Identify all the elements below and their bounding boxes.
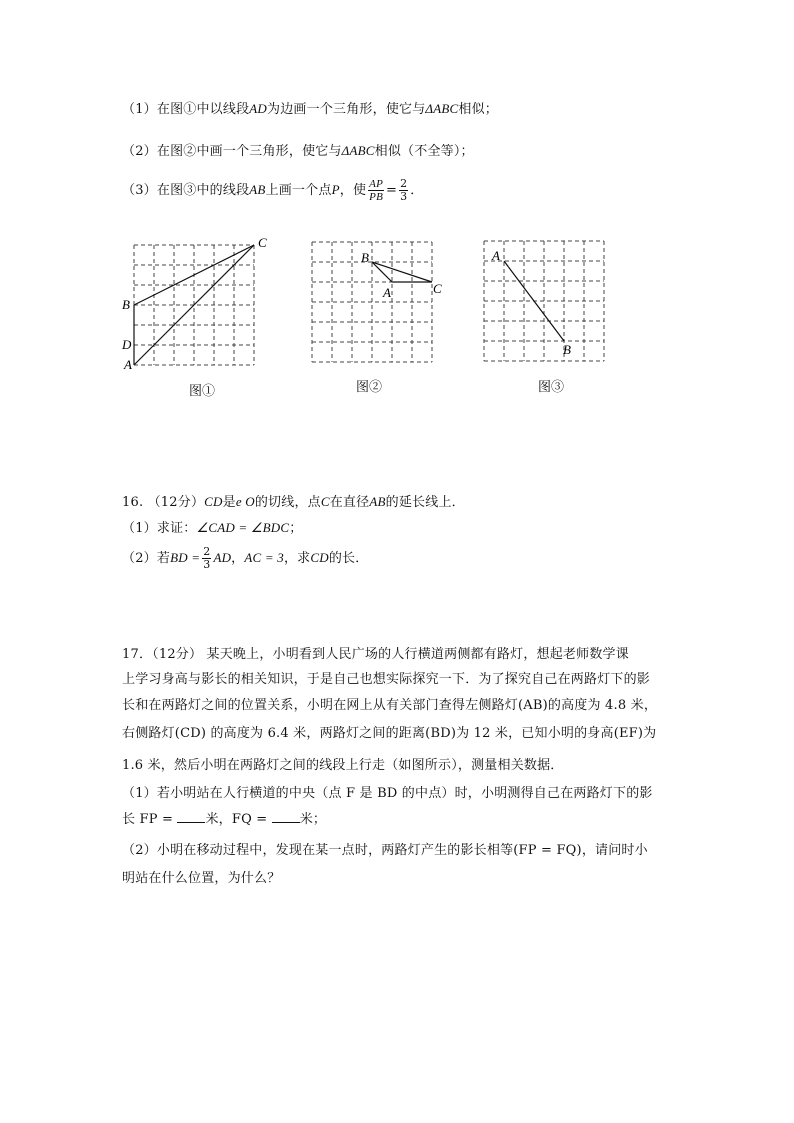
- figure-3-caption: 图③: [538, 380, 565, 395]
- bd-fraction: $\frac{2}{3}$: [203, 545, 211, 571]
- figure-1-caption: 图①: [189, 384, 216, 399]
- label-A: A: [492, 248, 500, 263]
- label-A: A: [383, 285, 391, 300]
- q17-line6: （1）若小明站在人行横道的中央（点 F 是 BD 的中点）时，小明测得自己在两路灯下的影: [122, 786, 653, 801]
- q15-part1: （1）在图①中以线段AD为边画一个三角形，使它与ΔABC相似；: [122, 101, 499, 117]
- figure-2: [305, 235, 450, 375]
- label-D: D: [122, 337, 132, 352]
- q17-line3: 长和在两路灯之间的位置关系，小明在网上从有关部门查得左侧路灯(AB)的高度为 4.8 米，: [122, 698, 658, 713]
- label-C: C: [258, 235, 267, 250]
- label-B: B: [122, 297, 130, 312]
- q17-line2: 上学习身高与影长的相关知识，于是自己也想实际探究一下．为了探究自己在两路灯下的影: [122, 672, 651, 687]
- q17-line5: 1.6 米，然后小明在两路灯之间的线段上行走（如图所示），测量相关数据．: [122, 758, 564, 773]
- q16-stem: 16. （12分）CD是e O的切线，点C在直径AB的延长线上．: [122, 494, 465, 510]
- answer-blank-fp: [177, 811, 205, 823]
- figure-2-caption: 图②: [356, 380, 383, 395]
- q17-line8: （2）小明在移动过程中，发现在某一点时，两路灯产生的影长相等(FP = FQ)，请问时小: [122, 843, 648, 858]
- triangle-abc-2: [372, 262, 432, 282]
- q16-part2: （2）若BD = $\frac{2}{3}$ AD，AC = 3，求CD的长．: [122, 545, 369, 571]
- answer-blank-fq: [272, 811, 300, 823]
- q15-part2: （2）在图②中画一个三角形，使它与ΔABC相似（不全等）；: [122, 143, 474, 159]
- q17-line9: 明站在什么位置，为什么？: [122, 871, 281, 886]
- grid-3: [484, 241, 604, 361]
- q15-part3: （3）在图③中的线段AB上画一个点P，使 $\frac{AP}{PB}$ = $\frac{2}{3}$ ．: [122, 177, 424, 203]
- q17-line7: 长 FP = 米，FQ = 米；: [122, 812, 327, 827]
- label-C: C: [433, 281, 442, 296]
- q16-part1: （1）求证：∠CAD = ∠BDC；: [122, 520, 303, 536]
- q17-line4: 右侧路灯(CD) 的高度为 6.4 米，两路灯之间的距离(BD)为 12 米，已知小明的身高(EF)为: [122, 726, 657, 741]
- label-A: A: [124, 357, 132, 372]
- figure-1: [120, 235, 280, 375]
- ratio-fraction: $\frac{AP}{PB}$: [369, 178, 383, 203]
- label-B: B: [361, 250, 369, 265]
- value-fraction: $\frac{2}{3}$: [400, 177, 408, 203]
- q17-line1: 17．（12分） 某天晚上，小明看到人民广场的人行横道两侧都有路灯，想起老师数学课: [122, 647, 629, 662]
- label-B: B: [563, 342, 571, 357]
- grid-2: [312, 242, 432, 362]
- figure-3: [478, 235, 613, 370]
